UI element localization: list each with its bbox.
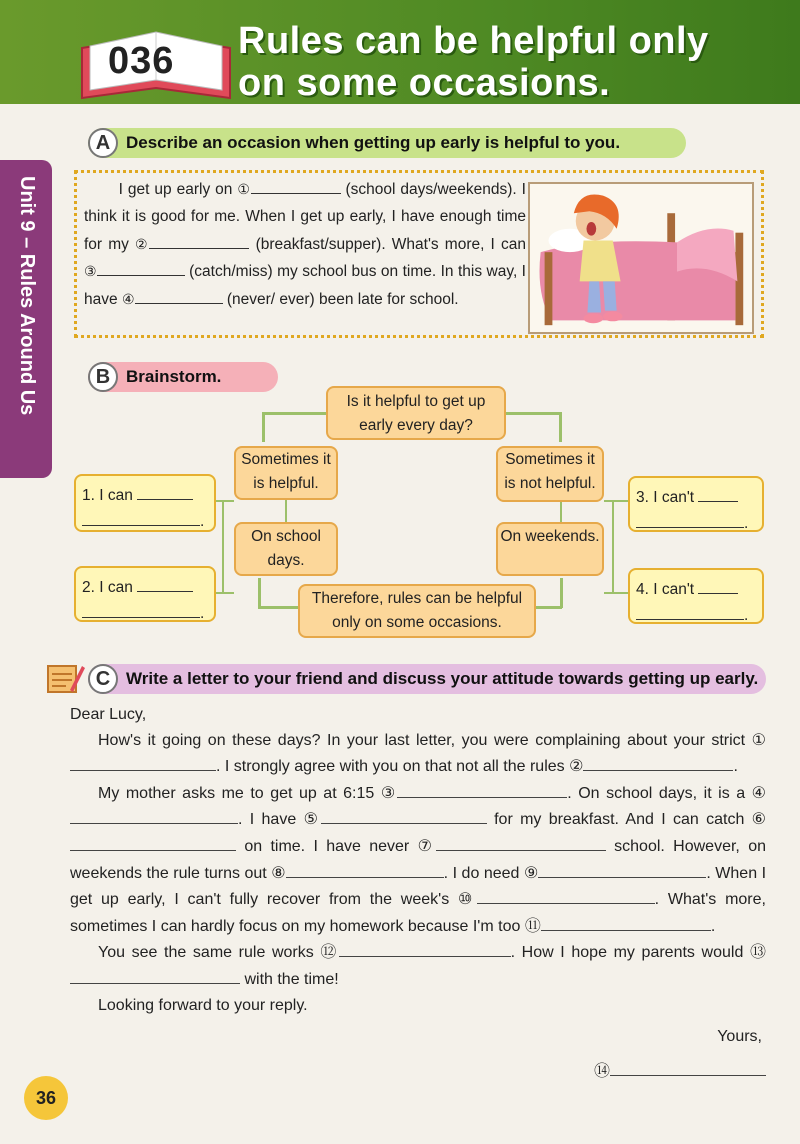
blank-1[interactable]: [251, 176, 341, 194]
section-a-paragraph: I get up early on ① (school days/weekends). I think it is good for me. When I get up early, I have enough time for my ② (breakfast/supper). What's more, I can ③ (catch/miss) my school bus on time. In this way, I have ④ (never/ ever) been late for school.: [84, 176, 526, 314]
connector: [222, 500, 224, 594]
title-line-2: on some occasions.: [238, 62, 611, 104]
connector: [262, 412, 326, 415]
letter-blank-13[interactable]: [70, 966, 240, 984]
connector: [559, 412, 562, 442]
letter-blank-5[interactable]: [321, 806, 487, 824]
blank-4[interactable]: [135, 286, 223, 304]
title-line-1: Rules can be helpful only: [238, 20, 709, 62]
section-a-letter: A: [88, 128, 118, 158]
idea-blank-3a[interactable]: [698, 484, 738, 502]
idea-box-1: 1. I can .: [74, 474, 216, 532]
connector: [506, 412, 562, 415]
idea-box-4: 4. I can't .: [628, 568, 764, 624]
letter-blank-10[interactable]: [477, 886, 655, 904]
connector: [604, 500, 628, 502]
letter-blank-8[interactable]: [286, 860, 444, 878]
lesson-number: 036: [108, 40, 175, 82]
letter-body: [70, 702, 766, 1084]
brainstorm-left-sub: On school days.: [234, 522, 338, 576]
connector: [612, 500, 614, 594]
letter-paragraph-2: My mother asks me to get up at 6:15 ③ . On school days, it is a ④. I have ⑤ for my breakfast. And I can catch ⑥ on time. I have never ⑦ school. However, on weekends the rule turns out ⑧ . I do need ⑨ . When I get up early, I can't fully recover from the week's ⑩ . What's more, sometimes I can hardly focus on my homework because I'm too ⑪ .: [70, 780, 766, 940]
brainstorm-right-sub: On weekends.: [496, 522, 604, 576]
idea-blank-2a[interactable]: [137, 574, 193, 592]
connector: [536, 606, 562, 609]
connector: [258, 578, 261, 608]
connector: [285, 500, 287, 522]
connector: [262, 412, 265, 442]
section-c-instruction: Write a letter to your friend and discuss your attitude towards getting up early.: [126, 669, 759, 688]
letter-paragraph-3: You see the same rule works ⑫ . How I hope my parents would ⑬ with the time!: [70, 939, 766, 992]
letter-paragraph-1: How's it going on these days? In your last letter, you were complaining about your strict ①. I strongly agree with you on that not all the rules ② .: [70, 728, 766, 780]
section-b-header: [88, 362, 278, 392]
idea-blank-4a[interactable]: [698, 576, 738, 594]
idea-blank-2b[interactable]: [82, 600, 200, 618]
letter-blank-4[interactable]: [70, 806, 238, 824]
letter-blank-11[interactable]: [541, 913, 711, 931]
letter-closing: Looking forward to your reply.: [98, 996, 308, 1014]
blank-3[interactable]: [97, 258, 185, 276]
letter-blank-12[interactable]: [339, 939, 511, 957]
idea-box-2: 2. I can .: [74, 566, 216, 622]
letter-blank-3[interactable]: [397, 780, 567, 798]
section-c-header: [88, 664, 766, 694]
connector: [258, 606, 298, 609]
blank-2[interactable]: [149, 231, 249, 249]
section-a-header: [88, 128, 686, 158]
section-c-letter: C: [88, 664, 118, 694]
page-number: 36: [24, 1076, 68, 1120]
letter-signoff: Yours,: [717, 1028, 762, 1046]
letter-greeting: Dear Lucy,: [70, 706, 147, 723]
girl-yawning-illustration: [528, 182, 754, 334]
idea-blank-1a[interactable]: [137, 482, 193, 500]
idea-box-3: 3. I can't .: [628, 476, 764, 532]
idea-blank-1b[interactable]: [82, 508, 200, 526]
brainstorm-question: Is it helpful to get up early every day?: [326, 386, 506, 440]
letter-blank-1[interactable]: [70, 753, 216, 771]
letter-blank-6[interactable]: [70, 833, 236, 851]
connector: [560, 502, 562, 522]
idea-blank-4b[interactable]: [636, 602, 744, 620]
page-title: [238, 20, 709, 104]
section-b-letter: B: [88, 362, 118, 392]
connector: [216, 592, 234, 594]
letter-blank-7[interactable]: [436, 833, 606, 851]
connector: [604, 592, 628, 594]
letter-blank-14[interactable]: [610, 1058, 766, 1076]
section-b-instruction: Brainstorm.: [126, 367, 222, 386]
writing-icon: [46, 660, 86, 696]
brainstorm-right-node: Sometimes it is not helpful.: [496, 446, 604, 502]
letter-signature: ⑭: [70, 1058, 766, 1085]
brainstorm-left-node: Sometimes it is helpful.: [234, 446, 338, 500]
section-a-instruction: Describe an occasion when getting up early is helpful to you.: [126, 133, 621, 152]
letter-blank-2[interactable]: [583, 753, 733, 771]
brainstorm-conclusion: Therefore, rules can be helpful only on some occasions.: [298, 584, 536, 638]
connector: [560, 578, 563, 608]
connector: [216, 500, 234, 502]
idea-blank-3b[interactable]: [636, 510, 744, 528]
unit-side-tab-label: Unit 9 – Rules Around Us: [16, 176, 38, 416]
letter-blank-9[interactable]: [538, 860, 706, 878]
